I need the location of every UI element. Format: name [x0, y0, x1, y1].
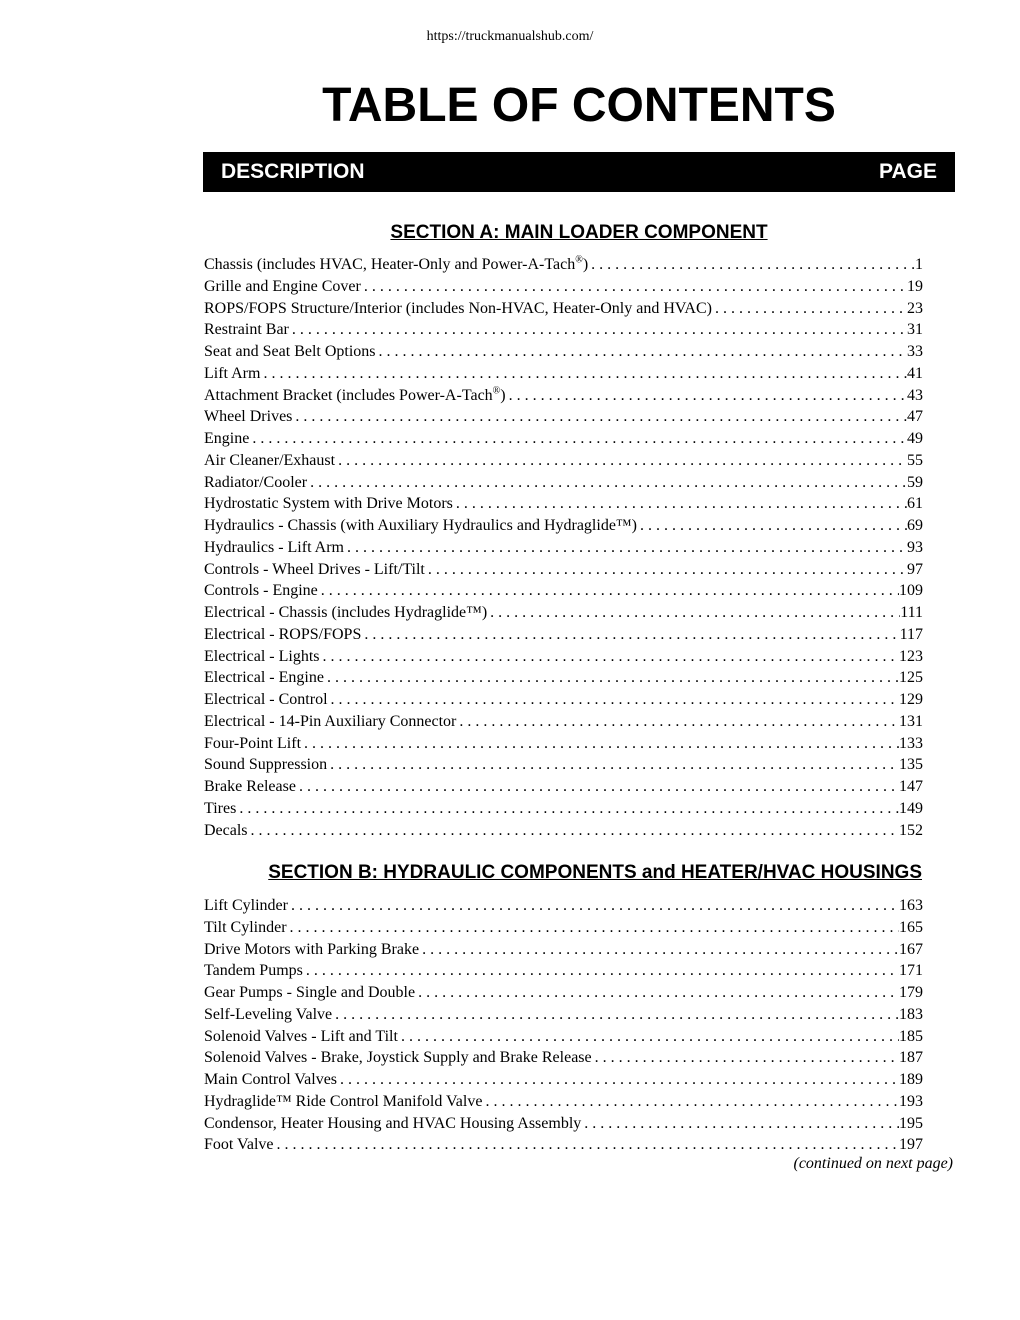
entry-title	[204, 754, 327, 776]
entry-page-number: 185	[899, 1027, 923, 1045]
dot-leader	[335, 450, 907, 472]
entry-title	[204, 895, 288, 917]
entry-title	[204, 939, 419, 961]
section-b-entries	[204, 895, 923, 1156]
entry-text: Brake Release	[204, 778, 296, 795]
entry-text: Wheel Drives	[204, 408, 293, 426]
dot-leader	[287, 917, 899, 939]
toc-entry[interactable]	[204, 982, 923, 1004]
dot-leader	[303, 960, 899, 982]
dot-leader	[337, 1069, 899, 1091]
dot-leader	[328, 689, 899, 711]
dot-leader	[320, 646, 899, 668]
entry-title	[204, 602, 487, 624]
section-a-entries	[204, 254, 923, 841]
entry-text: Condensor, Heater Housing and HVAC Housing Assembly	[204, 1114, 582, 1132]
toc-entry[interactable]	[204, 1004, 923, 1026]
toc-entry[interactable]	[204, 667, 923, 689]
entry-page-number: 133	[899, 734, 923, 752]
entry-title	[204, 733, 301, 755]
entry-title	[204, 363, 260, 385]
entry-text: Controls - Engine	[204, 582, 318, 600]
entry-text: Seat and Seat Belt Options	[204, 343, 376, 360]
entry-text: Sound Suppression	[204, 756, 328, 774]
description-column-label: DESCRIPTION	[221, 160, 365, 183]
dot-leader	[332, 1004, 899, 1026]
entry-text: ROPS/FOPS Structure/Interior (includes Non-HVAC, Heater-Only and HVAC)	[204, 299, 712, 317]
toc-entry[interactable]	[204, 1026, 923, 1048]
entry-title	[204, 1113, 581, 1135]
page-column-label: PAGE	[879, 160, 937, 183]
dot-leader	[398, 1026, 899, 1048]
toc-entry[interactable]	[204, 472, 923, 494]
entry-page-number: 171	[899, 962, 923, 980]
entry-text: Electrical - Control	[204, 691, 328, 708]
dot-leader	[248, 820, 899, 842]
toc-entry[interactable]	[204, 602, 923, 624]
entry-text: Hydraglide™ Ride Control Manifold Valve	[204, 1092, 483, 1110]
entry-title	[204, 820, 248, 842]
dot-leader	[361, 624, 899, 646]
toc-header-bar	[203, 152, 955, 192]
entry-title	[204, 1047, 592, 1069]
entry-title	[204, 1004, 332, 1026]
page-title: TABLE OF CONTENTS	[322, 79, 836, 132]
entry-page-number: 193	[899, 1092, 923, 1110]
entry-text: Restraint Bar	[204, 321, 289, 339]
entry-title	[204, 450, 335, 472]
entry-title	[204, 515, 637, 537]
entry-text: Solenoid Valves - Lift and Tilt	[204, 1027, 398, 1045]
entry-page-number: 131	[899, 712, 923, 730]
dot-leader	[581, 1113, 899, 1135]
entry-page-number: 179	[899, 984, 923, 1001]
entry-page-number: 125	[899, 669, 923, 687]
dot-leader	[453, 493, 907, 515]
dot-leader	[419, 939, 899, 961]
entry-title	[204, 917, 287, 939]
toc-entry[interactable]	[204, 580, 923, 602]
toc-entry[interactable]	[204, 1069, 923, 1091]
toc-entry[interactable]	[204, 917, 923, 939]
entry-text: Drive Motors with Parking Brake	[204, 940, 420, 958]
entry-text: Solenoid Valves - Brake, Joystick Supply and Brake Release	[204, 1049, 592, 1067]
entry-title	[204, 624, 361, 646]
entry-text: Controls - Wheel Drives - Lift/Tilt	[204, 560, 425, 578]
entry-text: Four-Point Lift	[204, 734, 302, 752]
entry-page-number: 49	[907, 430, 923, 447]
toc-entry[interactable]	[204, 341, 923, 363]
entry-text: Tires	[204, 799, 237, 817]
entry-title	[204, 982, 415, 1004]
registered-mark: ®	[492, 385, 501, 397]
dot-leader	[592, 1047, 899, 1069]
entry-text: Self-Leveling Valve	[204, 1005, 333, 1023]
entry-page-number: 19	[907, 277, 923, 295]
entry-page-number: 61	[907, 495, 923, 513]
entry-text: Lift Arm	[204, 364, 261, 382]
toc-entry[interactable]	[204, 385, 923, 407]
entry-text: Electrical - Chassis (includes Hydraglide™)	[204, 604, 488, 621]
entry-title	[204, 960, 303, 982]
entry-text: Electrical - Engine	[204, 669, 324, 687]
entry-text: Gear Pumps - Single and Double	[204, 984, 416, 1001]
toc-entry[interactable]	[204, 537, 923, 559]
toc-entry[interactable]	[204, 820, 923, 842]
dot-leader	[344, 537, 907, 559]
entry-page-number: 195	[899, 1114, 923, 1132]
entry-page-number: 93	[907, 538, 923, 556]
entry-text: Foot Valve	[204, 1136, 274, 1154]
toc-entry[interactable]	[204, 254, 923, 276]
entry-title	[204, 689, 328, 711]
toc-entry[interactable]	[204, 363, 923, 385]
toc-entry[interactable]	[204, 689, 923, 711]
dot-leader	[273, 1134, 899, 1156]
entry-title	[204, 385, 506, 407]
dot-leader	[456, 711, 899, 733]
entry-text: Electrical - 14-Pin Auxiliary Connector	[204, 712, 457, 730]
entry-title	[204, 1134, 273, 1156]
entry-page-number: 1	[915, 256, 923, 273]
dot-leader	[487, 602, 900, 624]
entry-title	[204, 580, 318, 602]
dot-leader	[289, 319, 907, 341]
toc-entry[interactable]	[204, 776, 923, 798]
entry-title	[204, 472, 307, 494]
toc-entry[interactable]	[204, 939, 923, 961]
toc-entry[interactable]	[204, 450, 923, 472]
entry-title	[204, 1069, 337, 1091]
toc-entry[interactable]	[204, 559, 923, 581]
entry-page-number: 41	[907, 364, 923, 382]
dot-leader	[376, 341, 907, 363]
toc-entry[interactable]	[204, 493, 923, 515]
entry-text: Decals	[204, 821, 248, 839]
toc-entry[interactable]	[204, 406, 923, 428]
entry-page-number: 147	[899, 778, 923, 795]
entry-title	[204, 298, 712, 320]
toc-entry[interactable]	[204, 895, 923, 917]
entry-title	[204, 646, 320, 668]
toc-entry[interactable]	[204, 1047, 923, 1069]
entry-page-number: 97	[907, 560, 923, 578]
entry-text: Air Cleaner/Exhaust	[204, 451, 336, 469]
toc-entry[interactable]	[204, 1134, 923, 1156]
entry-title	[204, 254, 588, 276]
entry-page-number: 47	[907, 408, 923, 426]
entry-title	[204, 493, 453, 515]
dot-leader	[637, 515, 907, 537]
dot-leader	[292, 406, 907, 428]
dot-leader	[588, 254, 915, 276]
entry-text: Main Control Valves	[204, 1071, 338, 1088]
entry-page-number: 31	[907, 321, 923, 339]
entry-page-number: 165	[899, 918, 923, 936]
dot-leader	[249, 428, 907, 450]
entry-page-number: 187	[899, 1049, 923, 1067]
entry-text: Engine	[204, 430, 250, 447]
entry-title	[204, 667, 324, 689]
dot-leader	[415, 982, 899, 1004]
entry-page-number: 55	[907, 451, 923, 469]
entry-page-number: 59	[907, 473, 923, 491]
entry-page-number: 167	[899, 940, 923, 958]
entry-title	[204, 276, 361, 298]
dot-leader	[301, 733, 899, 755]
entry-page-number: 123	[899, 647, 923, 665]
entry-page-number: 197	[899, 1136, 923, 1154]
dot-leader	[260, 363, 907, 385]
entry-page-number: 183	[899, 1005, 923, 1023]
entry-title	[204, 319, 289, 341]
entry-title	[204, 798, 236, 820]
entry-text: Lift Cylinder	[204, 897, 288, 914]
toc-entry[interactable]	[204, 428, 923, 450]
entry-text: Tandem Pumps	[204, 962, 303, 980]
dot-leader	[361, 276, 907, 298]
dot-leader	[288, 895, 899, 917]
entry-page-number: 33	[907, 343, 923, 360]
toc-entry[interactable]	[204, 646, 923, 668]
toc-entry[interactable]	[204, 754, 923, 776]
entry-text: Grille and Engine Cover	[204, 277, 361, 295]
entry-text: Radiator/Cooler	[204, 473, 308, 491]
source-url[interactable]: https://truckmanualshub.com/	[426, 29, 594, 44]
toc-entry[interactable]	[204, 624, 923, 646]
entry-title	[204, 776, 296, 798]
entry-text: Hydraulics - Chassis (with Auxiliary Hydraulics and Hydraglide™)	[204, 517, 637, 534]
dot-leader	[318, 580, 899, 602]
entry-page-number: 23	[907, 299, 923, 317]
toc-entry[interactable]	[204, 319, 923, 341]
toc-entry[interactable]	[204, 711, 923, 733]
dot-leader	[712, 298, 907, 320]
entry-text: Electrical - Lights	[204, 647, 320, 665]
toc-entry[interactable]	[204, 960, 923, 982]
toc-entry[interactable]	[204, 515, 923, 537]
dot-leader	[236, 798, 899, 820]
entry-page-number: 163	[899, 897, 923, 914]
dot-leader	[327, 754, 899, 776]
dot-leader	[425, 559, 907, 581]
entry-title	[204, 341, 376, 363]
dot-leader	[324, 667, 899, 689]
entry-title	[204, 711, 456, 733]
entry-title	[204, 428, 249, 450]
toc-entry[interactable]	[204, 276, 923, 298]
entry-text-suffix: )	[500, 386, 506, 404]
toc-entry[interactable]	[204, 798, 923, 820]
continued-note: (continued on next page)	[793, 1155, 953, 1172]
toc-entry[interactable]	[204, 1113, 923, 1135]
dot-leader	[296, 776, 899, 798]
entry-text: Hydraulics - Lift Arm	[204, 538, 344, 556]
section-b-title: SECTION B: HYDRAULIC COMPONENTS and HEATER/HVAC HOUSINGS	[268, 862, 922, 883]
toc-entry[interactable]	[204, 733, 923, 755]
entry-page-number: 152	[899, 821, 923, 839]
entry-text-suffix: )	[582, 256, 589, 273]
entry-page-number: 189	[899, 1071, 923, 1088]
entry-page-number: 129	[899, 691, 923, 708]
entry-title	[204, 559, 425, 581]
entry-page-number: 43	[907, 386, 923, 404]
dot-leader	[482, 1091, 899, 1113]
entry-title	[204, 537, 344, 559]
entry-title	[204, 1026, 398, 1048]
entry-title	[204, 1091, 482, 1113]
dot-leader	[307, 472, 907, 494]
entry-title	[204, 406, 292, 428]
toc-entry[interactable]	[204, 298, 923, 320]
dot-leader	[506, 385, 907, 407]
toc-entry[interactable]	[204, 1091, 923, 1113]
entry-text: Electrical - ROPS/FOPS	[204, 625, 362, 643]
registered-mark: ®	[575, 254, 583, 266]
entry-page-number: 117	[899, 625, 923, 643]
entry-page-number: 111	[900, 604, 923, 621]
entry-page-number: 109	[899, 582, 923, 600]
entry-page-number: 69	[907, 517, 923, 534]
entry-text: Chassis (includes HVAC, Heater-Only and Power-A-Tach	[204, 256, 576, 273]
entry-page-number: 149	[899, 799, 923, 817]
entry-text: Tilt Cylinder	[204, 918, 287, 936]
entry-text: Attachment Bracket (includes Power-A-Tach	[204, 386, 493, 404]
section-a-title: SECTION A: MAIN LOADER COMPONENT	[390, 222, 768, 243]
entry-page-number: 135	[899, 756, 923, 774]
entry-text: Hydrostatic System with Drive Motors	[204, 495, 453, 513]
